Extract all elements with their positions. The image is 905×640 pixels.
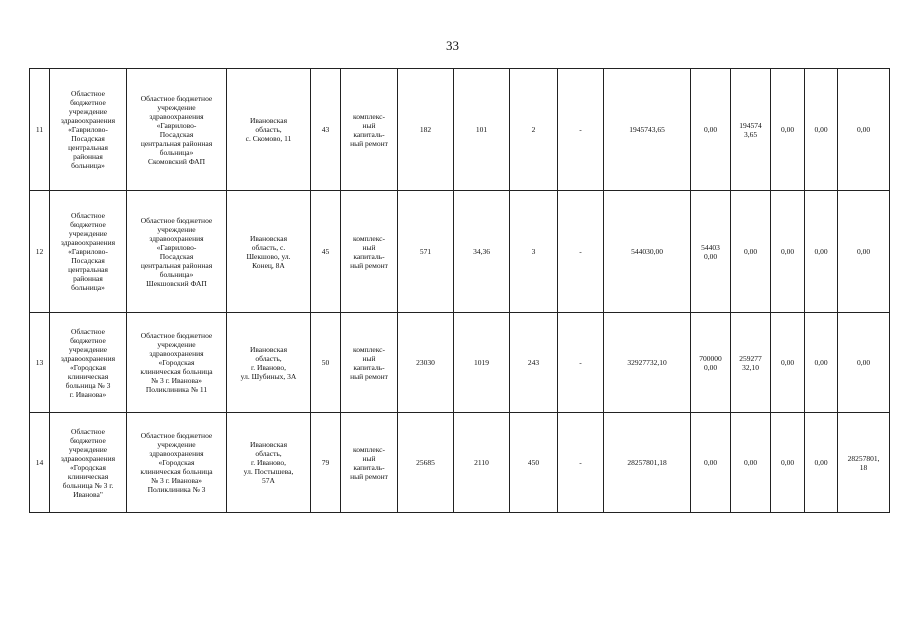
value-cell: 45 xyxy=(311,191,341,313)
budget-holder-cell: Областное бюджетное учреждение здравоохранения «Городская клиническая больница № 3 г. Иванова" xyxy=(50,413,127,513)
row-number: 12 xyxy=(30,191,50,313)
value-cell: 0,00 xyxy=(805,313,838,413)
value-cell: - xyxy=(558,413,604,513)
total-cost-cell: 32927732,10 xyxy=(604,313,691,413)
total-cost-cell: 28257801,18 xyxy=(604,413,691,513)
value-cell: 0,00 xyxy=(805,191,838,313)
value-cell: 54403 0,00 xyxy=(691,191,731,313)
work-type-cell: комплекс- ный капиталь- ный ремонт xyxy=(341,191,398,313)
budget-holder-cell: Областное бюджетное учреждение здравоохранения «Гаврилово- Посадская центральная районная больница» xyxy=(50,69,127,191)
value-cell: 0,00 xyxy=(771,313,805,413)
row-number: 11 xyxy=(30,69,50,191)
value-cell: 23030 xyxy=(398,313,454,413)
value-cell: 101 xyxy=(454,69,510,191)
value-cell: 450 xyxy=(510,413,558,513)
work-type-cell: комплекс- ный капиталь- ный ремонт xyxy=(341,313,398,413)
value-cell: 0,00 xyxy=(805,69,838,191)
value-cell: 0,00 xyxy=(771,69,805,191)
object-name-cell: Областное бюджетное учреждение здравоохранения «Городская клиническая больница № 3 г. Иванова» Поликлиника № 3 xyxy=(127,413,227,513)
value-cell: 1019 xyxy=(454,313,510,413)
value-cell: 3 xyxy=(510,191,558,313)
budget-holder-cell: Областное бюджетное учреждение здравоохранения «Гаврилово- Посадская центральная районная больница» xyxy=(50,191,127,313)
value-cell: 34,36 xyxy=(454,191,510,313)
value-cell: 0,00 xyxy=(805,413,838,513)
page-number: 33 xyxy=(446,38,459,53)
address-cell: Ивановская область, г. Иваново, ул. Шубиных, 3А xyxy=(227,313,311,413)
value-cell: 0,00 xyxy=(838,313,890,413)
row-number: 14 xyxy=(30,413,50,513)
value-cell: 0,00 xyxy=(771,191,805,313)
table-row xyxy=(30,413,890,513)
value-cell: 243 xyxy=(510,313,558,413)
value-cell: 79 xyxy=(311,413,341,513)
value-cell: 0,00 xyxy=(838,69,890,191)
work-type-cell: комплекс- ный капиталь- ный ремонт xyxy=(341,413,398,513)
address-cell: Ивановская область, с. Шекшово, ул. Конец, 8А xyxy=(227,191,311,313)
table-row xyxy=(30,191,890,313)
object-name-cell: Областное бюджетное учреждение здравоохранения «Городская клиническая больница № 3 г. Иванова» Поликлиника № 11 xyxy=(127,313,227,413)
value-cell: 50 xyxy=(311,313,341,413)
value-cell: 0,00 xyxy=(731,413,771,513)
value-cell: 2110 xyxy=(454,413,510,513)
address-cell: Ивановская область, г. Иваново, ул. Постышева, 57А xyxy=(227,413,311,513)
value-cell: 0,00 xyxy=(731,191,771,313)
value-cell: 28257801, 18 xyxy=(838,413,890,513)
address-cell: Ивановская область, с. Скомово, 11 xyxy=(227,69,311,191)
value-cell: 2 xyxy=(510,69,558,191)
work-type-cell: комплекс- ный капиталь- ный ремонт xyxy=(341,69,398,191)
total-cost-cell: 1945743,65 xyxy=(604,69,691,191)
total-cost-cell: 544030,00 xyxy=(604,191,691,313)
value-cell: 0,00 xyxy=(771,413,805,513)
value-cell: 700000 0,00 xyxy=(691,313,731,413)
value-cell: 0,00 xyxy=(691,413,731,513)
value-cell: 0,00 xyxy=(691,69,731,191)
table-row xyxy=(30,313,890,413)
value-cell: 259277 32,10 xyxy=(731,313,771,413)
value-cell: - xyxy=(558,313,604,413)
object-name-cell: Областное бюджетное учреждение здравоохранения «Гаврилово- Посадская центральная районная больница» Шекшовский ФАП xyxy=(127,191,227,313)
value-cell: - xyxy=(558,69,604,191)
budget-holder-cell: Областное бюджетное учреждение здравоохранения «Городская клиническая больница № 3 г. Иванова» xyxy=(50,313,127,413)
value-cell: 0,00 xyxy=(838,191,890,313)
row-number: 13 xyxy=(30,313,50,413)
value-cell: 182 xyxy=(398,69,454,191)
value-cell: 194574 3,65 xyxy=(731,69,771,191)
object-name-cell: Областное бюджетное учреждение здравоохранения «Гаврилово- Посадская центральная районная больница» Скомовский ФАП xyxy=(127,69,227,191)
value-cell: - xyxy=(558,191,604,313)
value-cell: 25685 xyxy=(398,413,454,513)
value-cell: 43 xyxy=(311,69,341,191)
capital-repair-table xyxy=(29,68,890,513)
value-cell: 571 xyxy=(398,191,454,313)
table-row xyxy=(30,69,890,191)
